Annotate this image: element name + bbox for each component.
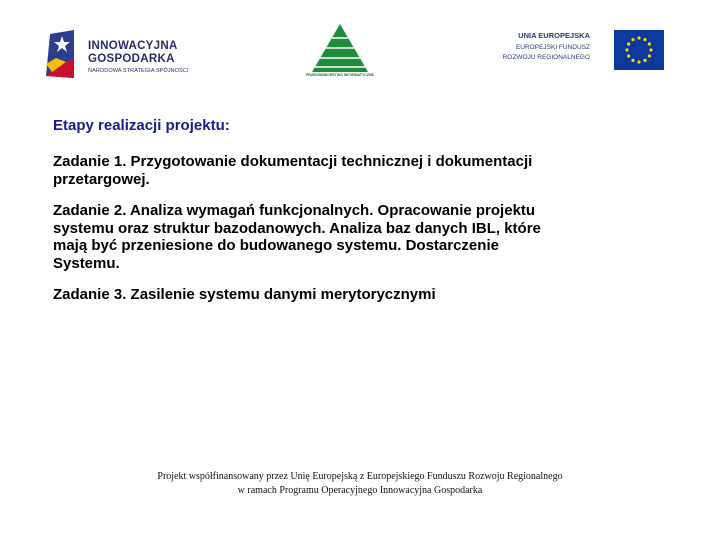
ig-logo-line1: INNOWACYJNA xyxy=(88,40,178,52)
eu-flag-icon xyxy=(614,30,664,70)
ig-logo-line2: GOSPODARKA xyxy=(88,53,175,65)
funding-footer xyxy=(0,470,720,498)
task-2: Zadanie 2. Analiza wymagań funkcjonalnych. Opracowanie projektu systemu oraz struktur bazodanowych. Analiza baz danych IBL, które mają być przeniesione do budowanego systemu. Dostarczenie Systemu. xyxy=(53,202,541,272)
eu-logo-line3: ROZWOJU REGIONALNEGO xyxy=(502,54,590,61)
pyramid-icon xyxy=(306,22,374,74)
page-heading: Etapy realizacji projektu: xyxy=(53,117,230,134)
innowacyjna-gospodarka-logo xyxy=(44,28,209,80)
footer-line2: w ramach Programu Operacyjnego Innowacyjna Gospodarka xyxy=(237,485,483,496)
eu-logo xyxy=(494,28,664,74)
task-1: Zadanie 1. Przygotowanie dokumentacji technicznej i dokumentacji przetargowej. xyxy=(53,153,533,188)
pyramid-logo xyxy=(306,22,374,80)
main-content xyxy=(53,117,553,318)
eu-logo-line1: UNIA EUROPEJSKA xyxy=(518,31,590,40)
pyramid-logo-caption: PRZEDSIĘBIORSTWO INFORMATYCZNE xyxy=(306,73,374,77)
footer-line1: Projekt współfinansowany przez Unię Europejską z Europejskiego Funduszu Rozwoju Regionalnego xyxy=(157,471,563,482)
ig-logo-line3: NARODOWA STRATEGIA SPÓJNOŚCI xyxy=(88,68,189,74)
ig-star-mark-icon xyxy=(44,28,78,80)
eu-logo-line2: EUROPEJSKI FUNDUSZ xyxy=(515,44,590,51)
task-3: Zadanie 3. Zasilenie systemu danymi merytorycznymi xyxy=(53,286,436,303)
